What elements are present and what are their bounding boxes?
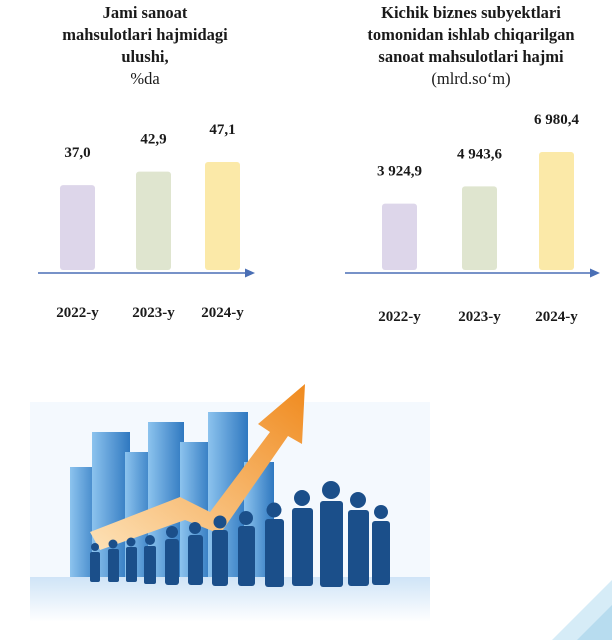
x-tick-label: 2024-y bbox=[535, 309, 578, 325]
data-label: 47,1 bbox=[209, 122, 236, 138]
chart-title-line: mahsulotlari hajmidagi bbox=[62, 25, 228, 44]
x-axis-arrowhead bbox=[590, 269, 600, 278]
x-tick-label: 2023-y bbox=[458, 309, 501, 325]
x-axis-arrowhead bbox=[245, 269, 255, 278]
bar-2022-y bbox=[60, 185, 95, 270]
chart-unit: %da bbox=[130, 69, 160, 88]
chart-title-line: Kichik biznes subyektlari bbox=[381, 3, 561, 22]
bar-chart-industry-share bbox=[0, 0, 290, 340]
x-tick-label: 2022-y bbox=[378, 309, 421, 325]
x-tick-label: 2024-y bbox=[201, 305, 244, 321]
chart-panel-small-business-volume bbox=[330, 0, 612, 340]
data-label: 4 943,6 bbox=[457, 146, 502, 163]
chart-title-line: tomonidan ishlab chiqarilgan bbox=[367, 25, 575, 44]
x-tick-label: 2023-y bbox=[132, 305, 175, 321]
data-label: 37,0 bbox=[64, 145, 91, 162]
chart-title-line: ulushi, bbox=[121, 47, 169, 66]
chart-panel-industry-share bbox=[0, 0, 290, 340]
bar-2023-y bbox=[462, 186, 497, 270]
data-label: 42,9 bbox=[140, 131, 167, 148]
bar-2022-y bbox=[382, 204, 417, 270]
business-growth-illustration bbox=[30, 372, 430, 622]
bar-2024-y bbox=[539, 152, 574, 270]
x-tick-label: 2022-y bbox=[56, 305, 99, 321]
chart-unit: (mlrd.so‘m) bbox=[431, 69, 511, 88]
bar-2023-y bbox=[136, 172, 171, 270]
corner-decoration bbox=[542, 550, 612, 640]
chart-title-line: Jami sanoat bbox=[102, 3, 188, 22]
bar-chart-small-business-volume bbox=[330, 0, 612, 340]
data-label: 6 980,4 bbox=[534, 112, 579, 128]
data-label: 3 924,9 bbox=[377, 163, 422, 180]
chart-title-line: sanoat mahsulotlari hajmi bbox=[378, 47, 564, 66]
bar-2024-y bbox=[205, 162, 240, 270]
